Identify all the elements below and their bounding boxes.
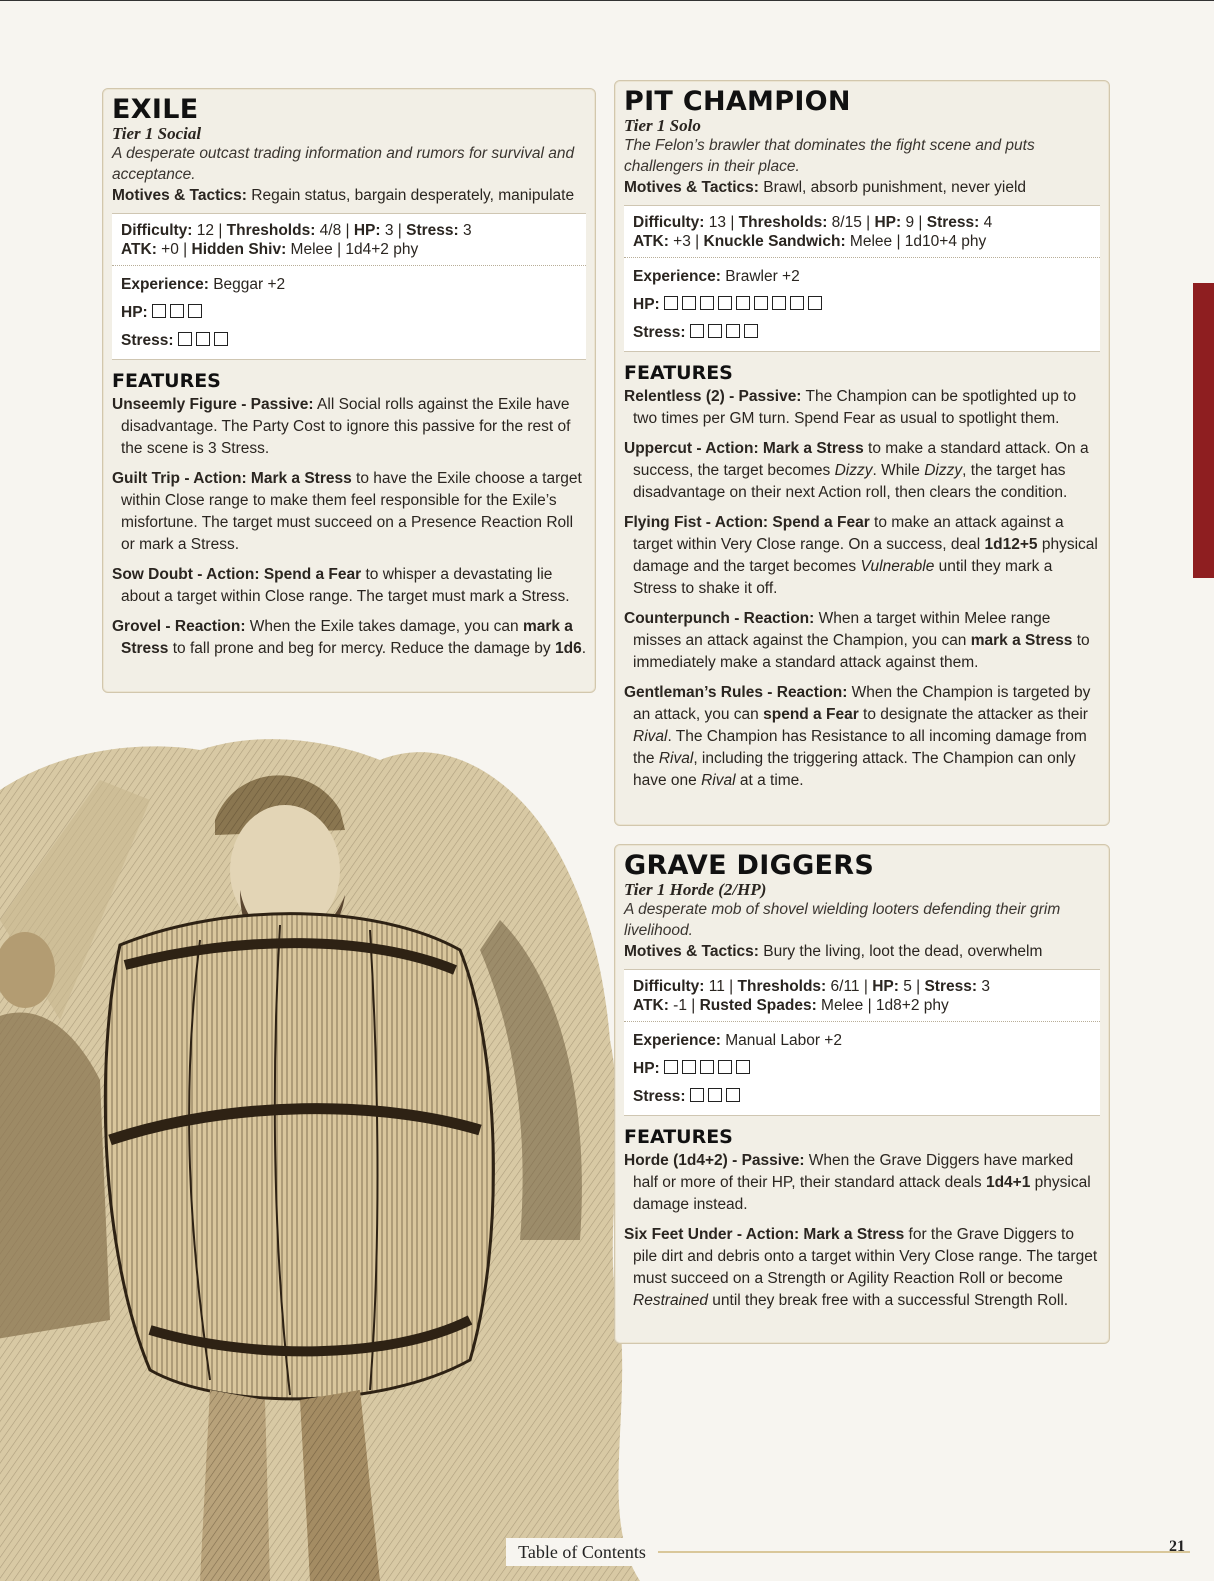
chapter-tab[interactable] bbox=[1193, 283, 1214, 578]
adversary-tier: Tier 1 Social bbox=[112, 124, 202, 143]
features-heading: FEATURES bbox=[624, 362, 733, 385]
experience-line: Experience: Beggar +2 bbox=[121, 276, 286, 293]
stat-box bbox=[624, 969, 1100, 1116]
stress-checkboxes[interactable] bbox=[690, 319, 762, 347]
hp-checkboxes[interactable] bbox=[152, 299, 206, 327]
feature-six-feet-under: Six Feet Under - Action: Mark a Stress for the Grave Diggers to pile dirt and debris onto a target within Very Close range. The target must succeed on a Strength or Agility Reaction Roll or become Restrained until they break free with a successful Strength Roll. bbox=[624, 1226, 1098, 1310]
checkbox[interactable] bbox=[700, 1060, 714, 1074]
exile-stat-block bbox=[102, 88, 596, 693]
barrel-man-illustration bbox=[0, 720, 640, 1581]
checkbox[interactable] bbox=[690, 324, 704, 338]
checkbox[interactable] bbox=[790, 296, 804, 310]
features-heading: FEATURES bbox=[112, 370, 221, 393]
page-number: 21 bbox=[1169, 1538, 1185, 1555]
checkbox[interactable] bbox=[726, 1088, 740, 1102]
feature-grovel: Grovel - Reaction: When the Exile takes damage, you can mark a Stress to fall prone and beg for mercy. Reduce the damage by 1d6. bbox=[112, 618, 587, 658]
hp-tracker: HP: bbox=[633, 291, 1091, 319]
checkbox[interactable] bbox=[682, 296, 696, 310]
feature-unseemly-figure: Unseemly Figure - Passive: All Social rolls against the Exile have disadvantage. The Party Cost to ignore this passive for the rest of the scene is 3 Stress. bbox=[112, 396, 571, 458]
checkbox[interactable] bbox=[708, 324, 722, 338]
experience-line: Experience: Brawler +2 bbox=[633, 268, 800, 285]
hp-tracker: HP: bbox=[121, 299, 577, 327]
stress-checkboxes[interactable] bbox=[178, 327, 232, 355]
stat-line: Difficulty: 12 | Thresholds: 4/8 | HP: 3 | Stress: 3 ATK: +0 | Hidden Shiv: Melee | 1d4+2 phy bbox=[112, 214, 586, 266]
checkbox[interactable] bbox=[754, 296, 768, 310]
motives-tactics: Motives & Tactics: Brawl, absorb punishment, never yield bbox=[624, 179, 1027, 196]
feature-horde: Horde (1d4+2) - Passive: When the Grave Diggers have marked half or more of their HP, their standard attack deals 1d4+1 physical damage instead. bbox=[624, 1152, 1091, 1214]
checkbox[interactable] bbox=[718, 1060, 732, 1074]
checkbox[interactable] bbox=[808, 296, 822, 310]
feature-relentless: Relentless (2) - Passive: The Champion can be spotlighted up to two times per GM turn. Spend Fear as usual to spotlight them. bbox=[624, 388, 1077, 428]
adversary-tier: Tier 1 Horde (2/HP) bbox=[624, 880, 767, 899]
checkbox[interactable] bbox=[188, 304, 202, 318]
checkbox[interactable] bbox=[664, 1060, 678, 1074]
checkbox[interactable] bbox=[152, 304, 166, 318]
hp-checkboxes[interactable] bbox=[664, 1055, 754, 1083]
feature-guilt-trip: Guilt Trip - Action: Mark a Stress to have the Exile choose a target within Close range to make them feel responsible for the Exile’s misfortune. The target must succeed on a Presence Reaction Roll or mark a Stress. bbox=[112, 470, 582, 554]
stress-tracker: Stress: bbox=[633, 1083, 1091, 1111]
checkbox[interactable] bbox=[178, 332, 192, 346]
motives-tactics: Motives & Tactics: Regain status, bargain desperately, manipulate bbox=[112, 187, 575, 204]
stress-tracker: Stress: bbox=[121, 327, 577, 355]
grave-diggers-stat-block bbox=[614, 844, 1110, 1344]
tracker-section bbox=[624, 258, 1100, 351]
tracker-section bbox=[624, 1022, 1100, 1115]
top-rule bbox=[0, 0, 1214, 1]
feature-counterpunch: Counterpunch - Reaction: When a target within Melee range misses an attack against the Champion, you can mark a Stress to immediately make a standard attack against them. bbox=[624, 610, 1090, 672]
adversary-description: The Felon’s brawler that dominates the fight scene and puts challengers in their place. bbox=[624, 137, 1035, 175]
adversary-description: A desperate outcast trading information and rumors for survival and acceptance. bbox=[112, 145, 575, 183]
stat-line: Difficulty: 13 | Thresholds: 8/15 | HP: 9 | Stress: 4 ATK: +3 | Knuckle Sandwich: Melee | 1d10+4 phy bbox=[624, 206, 1100, 258]
stat-box bbox=[624, 205, 1100, 352]
checkbox[interactable] bbox=[664, 296, 678, 310]
checkbox[interactable] bbox=[708, 1088, 722, 1102]
adversary-name: PIT CHAMPION bbox=[624, 86, 851, 117]
stat-box bbox=[112, 213, 586, 360]
checkbox[interactable] bbox=[700, 296, 714, 310]
checkbox[interactable] bbox=[718, 296, 732, 310]
adversary-name: EXILE bbox=[112, 94, 199, 125]
motives-tactics: Motives & Tactics: Bury the living, loot the dead, overwhelm bbox=[624, 943, 1043, 960]
feature-uppercut: Uppercut - Action: Mark a Stress to make a standard attack. On a success, the target becomes Dizzy. While Dizzy, the target has disadvantage on their next Action roll, then clears the condition. bbox=[624, 440, 1089, 502]
table-of-contents-link[interactable]: Table of Contents bbox=[506, 1538, 658, 1566]
feature-sow-doubt: Sow Doubt - Action: Spend a Fear to whisper a devastating lie about a target within Close range. The target must mark a Stress. bbox=[112, 566, 570, 606]
features-heading: FEATURES bbox=[624, 1126, 733, 1149]
adversary-tier: Tier 1 Solo bbox=[624, 116, 701, 135]
hp-tracker: HP: bbox=[633, 1055, 1091, 1083]
checkbox[interactable] bbox=[744, 324, 758, 338]
pit-champion-stat-block bbox=[614, 80, 1110, 826]
hp-checkboxes[interactable] bbox=[664, 291, 826, 319]
feature-gentlemans-rules: Gentleman’s Rules - Reaction: When the Champion is targeted by an attack, you can spend a Fear to designate the attacker as their Rival. The Champion has Resistance to all incoming damage from the Rival, including the triggering attack. The Champion can only have one Rival at a time. bbox=[624, 684, 1091, 790]
tracker-section bbox=[112, 266, 586, 359]
stress-checkboxes[interactable] bbox=[690, 1083, 744, 1111]
checkbox[interactable] bbox=[726, 324, 740, 338]
checkbox[interactable] bbox=[170, 304, 184, 318]
adversary-description: A desperate mob of shovel wielding looters defending their grim livelihood. bbox=[624, 901, 1061, 939]
checkbox[interactable] bbox=[196, 332, 210, 346]
stress-tracker: Stress: bbox=[633, 319, 1091, 347]
adversary-name: GRAVE DIGGERS bbox=[624, 850, 875, 881]
checkbox[interactable] bbox=[690, 1088, 704, 1102]
checkbox[interactable] bbox=[736, 1060, 750, 1074]
checkbox[interactable] bbox=[214, 332, 228, 346]
checkbox[interactable] bbox=[772, 296, 786, 310]
experience-line: Experience: Manual Labor +2 bbox=[633, 1032, 842, 1049]
checkbox[interactable] bbox=[682, 1060, 696, 1074]
feature-flying-fist: Flying Fist - Action: Spend a Fear to make an attack against a target within Very Close range. On a success, deal 1d12+5 physical damage and the target becomes Vulnerable until they mark a Stress to shake it off. bbox=[624, 514, 1098, 598]
checkbox[interactable] bbox=[736, 296, 750, 310]
stat-line: Difficulty: 11 | Thresholds: 6/11 | HP: 5 | Stress: 3 ATK: -1 | Rusted Spades: Melee | 1d8+2 phy bbox=[624, 970, 1100, 1022]
